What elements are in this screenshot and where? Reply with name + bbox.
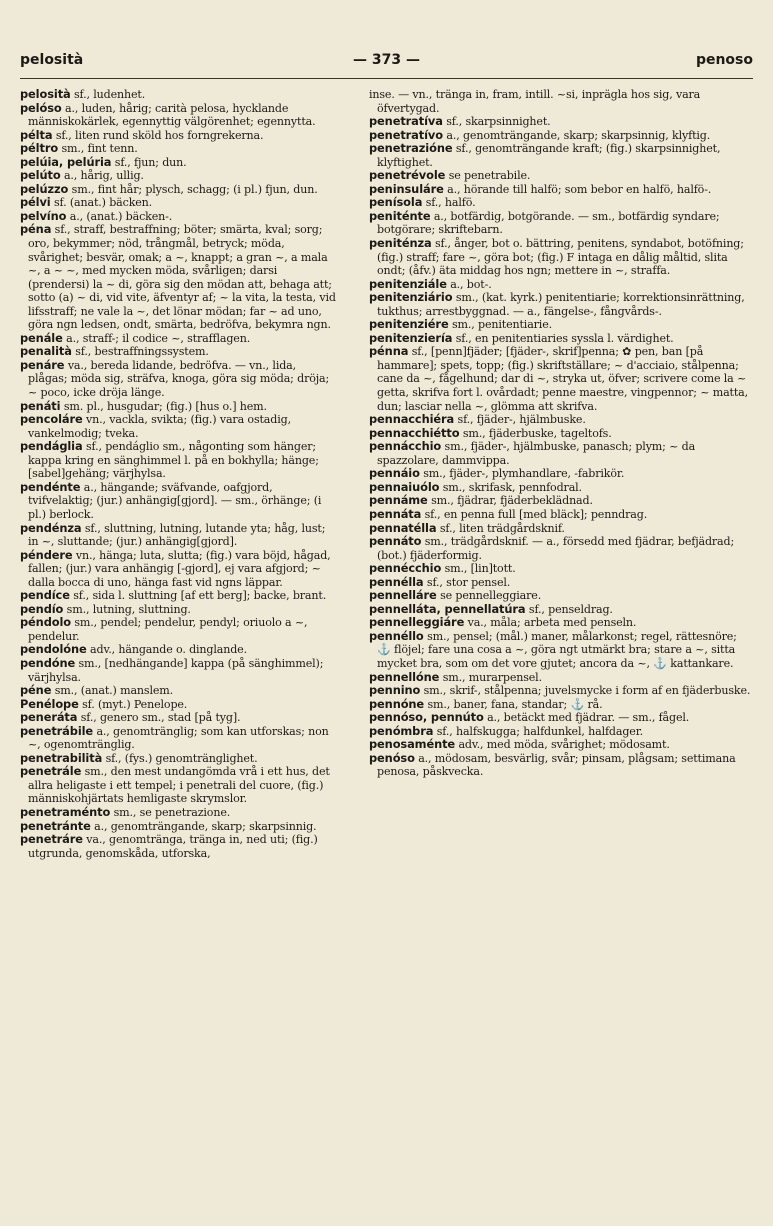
- entry-headword: penóso: [369, 750, 415, 765]
- entry-headword: penitenziería: [369, 330, 453, 345]
- entry-definition: sm., skrifask, pennfodral.: [442, 480, 582, 494]
- entry-definition: a., genomträngande, skarp; skarpsinnig.: [94, 819, 317, 833]
- entry-headword: peneráta: [20, 710, 78, 725]
- entry-definition: sf. (myt.) Penelope.: [82, 697, 188, 711]
- entry-definition: a., hängande; sväfvande, oafgjord, tvifvelaktig; (jur.) anhängig[gjord]. — sm., örhänge; (i pl.) berlock.: [28, 480, 322, 521]
- dictionary-entry: [369, 698, 751, 712]
- entry-headword: penetrévole: [369, 168, 446, 183]
- dictionary-entry: [20, 129, 338, 143]
- entry-definition: va., bereda lidande, bedröfva. — vn., lida, plågas; möda sig, sträfva, knoga, göra sig möda; dröja; ~ poco, icke dröja länge.: [28, 358, 330, 400]
- dictionary-entry: [20, 400, 338, 414]
- dictionary-entry: [20, 481, 338, 522]
- entry-headword: pélta: [20, 127, 53, 142]
- entry-definition: sf., [penn]fjäder; [fjäder-, skrif]penna; ✿ pen, ban [på hammare]; spets, topp; (fig.) skriftställare; ~ d'acciaio, stålpenna; cane da ~, fågelhund; dar di ~, stryka ut, öfver; scrivere come la ~ getta, skrifva fort l. ovårdadt; penne maestre, vingpennor; ~ matta, dun; lasciar nella ~, glömma att skrifva.: [377, 345, 749, 413]
- dictionary-entry: [20, 359, 338, 400]
- entry-headword: pelosità: [20, 87, 71, 101]
- entry-definition: sf., stor pensel.: [426, 575, 511, 589]
- dictionary-entry: [20, 88, 338, 102]
- entry-definition: a., straff-; il codice ~, strafflagen.: [66, 331, 251, 345]
- dictionary-entry: [20, 616, 338, 643]
- entry-definition: a., genomtränglig; som kan utforskas; non ~, ogenomtränglig.: [28, 724, 329, 752]
- entry-definition: sf., genero sm., stad [på tyg].: [80, 711, 241, 725]
- entry-headword: penitenziário: [369, 290, 453, 305]
- entry-definition: sf., sida l. sluttning [af ett berg]; backe, brant.: [73, 589, 327, 603]
- dictionary-entry: [369, 237, 751, 278]
- entry-definition: sm., murarpensel.: [442, 670, 542, 684]
- entry-headword: pendío: [20, 601, 64, 616]
- entry-definition: sm., (anat.) manslem.: [54, 684, 174, 698]
- dictionary-entry: [369, 88, 751, 115]
- entry-definition: sm., trädgårdsknif. — a., försedd med fjädrar, befjädrad; (bot.) fjäderformig.: [377, 535, 735, 562]
- dictionary-entry: [20, 752, 338, 766]
- entry-headword: péltro: [20, 141, 59, 156]
- entry-headword: pelúia, pelúria: [20, 154, 112, 169]
- entry-definition: sm., fjäder-, plymhandlare, -fabrikör.: [423, 467, 625, 481]
- dictionary-entry: [369, 467, 751, 481]
- entry-headword: penáre: [20, 357, 65, 372]
- entry-definition: sm., skrif-, stålpenna; juvelsmycke i form af en fjäderbuske.: [423, 684, 751, 698]
- dictionary-entry: [369, 332, 751, 346]
- dictionary-entry: [20, 142, 338, 156]
- entry-headword: penosaménte: [369, 737, 456, 752]
- entry-definition: a., luden, hårig; carità pelosa, hycklande människokärlek, egennyttig välgörenhet; egennytta.: [28, 101, 316, 129]
- entry-definition: sm., [lin]tott.: [444, 562, 516, 576]
- entry-definition: sf., halfö.: [425, 196, 476, 210]
- header-right-guide-word: penoso: [695, 52, 753, 68]
- entry-headword: peniténte: [369, 208, 431, 223]
- header-left-guide-word: pelosità: [20, 52, 84, 68]
- dictionary-entry: [369, 630, 751, 671]
- entry-headword: peninsuláre: [369, 181, 444, 196]
- dictionary-entry: [20, 183, 338, 197]
- dictionary-entry: [369, 318, 751, 332]
- entry-headword: pennáto: [369, 534, 422, 549]
- entry-headword: pennáme: [369, 493, 428, 508]
- dictionary-entry: [20, 711, 338, 725]
- entry-definition: a., genomträngande, skarp; skarpsinnig, klyftig.: [446, 128, 711, 142]
- entry-headword: penísola: [369, 195, 423, 210]
- entry-definition: sf., skarpsinnighet.: [446, 115, 551, 129]
- entry-definition: a., (anat.) bäcken-.: [69, 209, 173, 223]
- entry-definition: sm. pl., husgudar; (fig.) [hus o.] hem.: [63, 399, 267, 413]
- dictionary-entry: [20, 102, 338, 129]
- dictionary-entry: [369, 481, 751, 495]
- dictionary-entry: [20, 643, 338, 657]
- dictionary-entry: [369, 711, 751, 725]
- dictionary-entry: [20, 522, 338, 549]
- entry-headword: penetrazióne: [369, 141, 453, 156]
- entry-definition: sf., penseldrag.: [528, 602, 613, 616]
- dictionary-entry: [20, 603, 338, 617]
- entry-headword: pendóne: [20, 655, 76, 670]
- entry-headword: penále: [20, 330, 63, 345]
- dictionary-entry: [369, 278, 751, 292]
- dictionary-entry: [20, 345, 338, 359]
- entry-definition: sm., penitentiarie.: [451, 318, 553, 332]
- dictionary-entry: [20, 833, 338, 860]
- entry-headword: pennéllo: [369, 628, 424, 643]
- entry-definition: sf., (fys.) genomtränglighet.: [105, 751, 258, 765]
- entry-headword: pennacchiéra: [369, 412, 455, 427]
- entry-headword: pennelláre: [369, 588, 437, 603]
- entry-definition: sm., fjädrar, fjäderbeklädnad.: [431, 494, 593, 508]
- entry-headword: penetrabilità: [20, 750, 103, 765]
- dictionary-entry: [369, 589, 751, 603]
- dictionary-entry: [20, 156, 338, 170]
- entry-headword: penetrále: [20, 764, 82, 779]
- dictionary-entry: [369, 129, 751, 143]
- dictionary-entry: [369, 671, 751, 685]
- dictionary-entry: [369, 413, 751, 427]
- dictionary-entry: [369, 725, 751, 739]
- entry-definition: sf., bestraffningssystem.: [75, 345, 209, 359]
- entry-headword: pennellóne: [369, 669, 440, 684]
- dictionary-entry: [369, 684, 751, 698]
- dictionary-entry: [369, 440, 751, 467]
- entry-definition: sm., den mest undangömda vrå i ett hus, det allra heligaste i ett tempel; i penetrali del cuore, (fig.) människohjärtats hemligaste skrymslor.: [28, 765, 330, 806]
- dictionary-entry: [20, 684, 338, 698]
- header-rule: [20, 78, 753, 79]
- entry-definition: a., bot-.: [450, 277, 492, 291]
- entry-definition: sm., pensel; (mål.) maner, målarkonst; regel, rättesnöre; ⚓ flöjel; fare una cosa a ~, göra ngt utmärkt bra; stare a ~, sitta mycket bra, som om det vore gjutet; ancora da ~, ⚓ kattankare.: [377, 629, 737, 670]
- entry-definition: sm., fjäder-, hjälmbuske, panasch; plym; ~ da spazzolare, dammvippa.: [377, 440, 696, 467]
- entry-definition: adv., med möda, svårighet; mödosamt.: [458, 738, 670, 752]
- entry-definition: sm., fjäderbuske, tageltofs.: [462, 426, 612, 440]
- entry-headword: penalità: [20, 344, 72, 359]
- entry-headword: penetraménto: [20, 804, 111, 819]
- entry-definition: a., hörande till halfö; som bebor en halfö, halfö-.: [447, 182, 712, 196]
- entry-headword: pelúzzo: [20, 181, 69, 196]
- dictionary-entry: [369, 291, 751, 318]
- dictionary-entry: [20, 765, 338, 806]
- dictionary-entry: [20, 413, 338, 440]
- entry-definition: sf., en penna full [med bläck]; penndrag.: [424, 507, 648, 521]
- entry-definition: va., måla; arbeta med penseln.: [467, 616, 637, 630]
- entry-headword: pennacchiétto: [369, 425, 460, 440]
- left-column: [20, 88, 338, 860]
- dictionary-entry: [369, 169, 751, 183]
- entry-headword: péndolo: [20, 615, 71, 630]
- entry-definition: vn., vackla, svikta; (fig.) vara ostadig, vankelmodig; tveka.: [28, 413, 291, 440]
- entry-definition: sf., en penitentiaries syssla l. värdighet.: [455, 331, 674, 345]
- entry-definition: sm., lutning, sluttning.: [66, 602, 191, 616]
- entry-definition: vn., hänga; luta, slutta; (fig.) vara böjd, hågad, fallen; (jur.) vara anhängig [-gjord], ej vara afgjord; ~ dalla bocca di uno, hänga fast vid ngns läppar.: [28, 548, 331, 589]
- entry-definition: a., botfärdig, botgörande. — sm., botfärdig syndare; botgörare; skriftebarn.: [377, 209, 720, 237]
- entry-definition: a., betäckt med fjädrar. — sm., fågel.: [487, 711, 690, 725]
- entry-headword: pennelleggiáre: [369, 615, 465, 630]
- dictionary-entry: [20, 549, 338, 590]
- entry-definition: sf., pendáglio sm., någonting som hänger; kappa kring en sänghimmel l. på en bokhylla; hänge; [sabel]gehäng; värjhylsa.: [28, 440, 319, 481]
- dictionary-entry: [369, 752, 751, 779]
- entry-headword: penetratívo: [369, 127, 443, 142]
- dictionary-entry: [369, 522, 751, 536]
- dictionary-entry: [369, 210, 751, 237]
- entry-definition: sf., fjäder-, hjälmbuske.: [457, 413, 586, 427]
- entry-headword: pennélla: [369, 574, 424, 589]
- entry-headword: pennelláta, pennellatúra: [369, 601, 526, 616]
- entry-definition: sf., halfskugga; halfdunkel, halfdager.: [436, 724, 644, 738]
- dictionary-entry: [20, 223, 338, 331]
- dictionary-entry: [20, 210, 338, 224]
- entry-headword: pendíce: [20, 588, 70, 603]
- dictionary-entry: [369, 115, 751, 129]
- entry-headword: pennatélla: [369, 520, 437, 535]
- entry-headword: pennaiuólo: [369, 479, 440, 494]
- entry-headword: pendénza: [20, 520, 82, 535]
- entry-headword: penáti: [20, 398, 61, 413]
- entry-headword: pélvi: [20, 195, 51, 210]
- dictionary-entry: [20, 169, 338, 183]
- entry-definition: sm., se penetrazione.: [113, 805, 231, 819]
- entry-headword: penitenziére: [369, 317, 449, 332]
- dictionary-entry: [369, 535, 751, 562]
- entry-headword: penetratíva: [369, 114, 443, 129]
- entry-headword: pennácchio: [369, 439, 442, 454]
- dictionary-entry: [369, 183, 751, 197]
- dictionary-entry: [20, 820, 338, 834]
- entry-definition: sm., baner, fana, standar; ⚓ rå.: [427, 697, 603, 711]
- entry-headword: pennóso, pennúto: [369, 710, 484, 725]
- entry-headword: pelúto: [20, 168, 61, 183]
- entry-headword: pennino: [369, 683, 421, 698]
- entry-definition: sf., fjun; dun.: [114, 155, 187, 169]
- entry-definition: sf., genomträngande kraft; (fig.) skarpsinnighet, klyftighet.: [377, 142, 721, 169]
- entry-headword: pennóne: [369, 696, 425, 711]
- dictionary-entry: [20, 440, 338, 481]
- entry-headword: pelvíno: [20, 208, 67, 223]
- dictionary-entry: [20, 332, 338, 346]
- entry-headword: penitenziále: [369, 276, 447, 291]
- dictionary-entry: [20, 698, 338, 712]
- entry-headword: péne: [20, 683, 52, 698]
- dictionary-entry: [20, 806, 338, 820]
- dictionary-entry: [369, 562, 751, 576]
- entry-definition: sm., fint hår; plysch, schagg; (i pl.) fjun, dun.: [71, 182, 318, 196]
- dictionary-entry: [369, 142, 751, 169]
- entry-headword: péna: [20, 222, 52, 237]
- dictionary-entry: [20, 725, 338, 752]
- entry-headword: péndere: [20, 547, 73, 562]
- entry-definition: sm., pendel; pendelur, pendyl; oriuolo a ~, pendelur.: [28, 616, 308, 643]
- entry-headword: pendolóne: [20, 642, 87, 657]
- right-column: [369, 88, 751, 779]
- entry-definition: a., mödosam, besvärlig, svår; pinsam, plågsam; settimana penosa, påskvecka.: [377, 751, 736, 779]
- entry-definition: adv., hängande o. dinglande.: [90, 643, 247, 657]
- entry-headword: pennécchio: [369, 561, 442, 576]
- dictionary-entry: [369, 345, 751, 413]
- entry-headword: pelóso: [20, 100, 62, 115]
- dictionary-entry: [20, 196, 338, 210]
- entry-definition: va., genomtränga, tränga in, ned uti; (fig.) utgrunda, genomskåda, utforska,: [28, 833, 318, 860]
- entry-headword: penómbra: [369, 723, 434, 738]
- entry-definition: se pennelleggiare.: [440, 589, 542, 603]
- page-header: [20, 52, 753, 74]
- entry-definition: sf., ludenhet.: [74, 88, 146, 101]
- entry-definition: sm., fint tenn.: [61, 142, 138, 156]
- entry-headword: pendáglia: [20, 439, 83, 454]
- entry-headword: pencoláre: [20, 412, 83, 427]
- entry-definition: se penetrabile.: [448, 169, 531, 183]
- entry-headword: Penélope: [20, 696, 79, 711]
- entry-headword: pénna: [369, 344, 409, 359]
- dictionary-entry: [369, 738, 751, 752]
- entry-definition: inse. — vn., tränga in, fram, intill. ~si, inprägla hos sig, vara öfvertygad.: [369, 88, 701, 115]
- dictionary-entry: [369, 427, 751, 441]
- entry-definition: sf., liten trädgårdsknif.: [439, 521, 565, 535]
- entry-definition: sf., ånger, bot o. bättring, penitens, syndabot, botöfning; (fig.) straff; fare ~, göra bot; (fig.) F intaga en dålig måltid, slita ondt; (åfv.) äta middag hos ngn; mettere in ~, straffa.: [377, 237, 744, 278]
- entry-definition: sf. (anat.) bäcken.: [54, 196, 153, 210]
- entry-headword: pendénte: [20, 479, 81, 494]
- dictionary-entry: [20, 589, 338, 603]
- dictionary-entry: [369, 494, 751, 508]
- entry-definition: sf., straff, bestraffning; böter; smärta, kval; sorg; oro, bekymmer; nöd, trångmål, betryck; möda, svårighet; besvär, omak; a ~, knappt; a gran ~, a mala ~, a ~ ~, med mycken möda, svårligen; darsi (prendersi) la ~ di, göra sig den mödan att, behaga att; sotto (a) ~ di, vid vite, äfventyr af; ~ la vita, la testa, vid lifsstraff; ne vale la ~, det lönar mödan; far ~ ad uno, göra ngn ledsen, ondt, smärta, bedröfva, bekymra ngn.: [28, 223, 336, 332]
- dictionary-entry: [369, 576, 751, 590]
- dictionary-entry: [369, 603, 751, 617]
- dictionary-entry: [369, 616, 751, 630]
- dictionary-entry: [369, 508, 751, 522]
- dictionary-entry: [20, 657, 338, 684]
- entry-headword: penetráre: [20, 832, 83, 847]
- entry-headword: pennáta: [369, 506, 422, 521]
- entry-definition: sm., (kat. kyrk.) penitentiarie; korrektionsinrättning, tukthus; arrestbyggnad. — a., fängelse-, fångvårds-.: [377, 291, 745, 318]
- entry-definition: sf., liten rund sköld hos forngrekerna.: [55, 128, 264, 142]
- entry-headword: penetrábile: [20, 723, 94, 738]
- entry-headword: penetránte: [20, 818, 91, 833]
- entry-headword: pennáio: [369, 466, 420, 481]
- entry-definition: sm., [nedhängande] kappa (på sänghimmel); värjhylsa.: [28, 656, 324, 684]
- entry-definition: sf., sluttning, lutning, lutande yta; håg, lust; in ~, sluttande; (jur.) anhängig[gjord].: [28, 521, 326, 549]
- dictionary-entry: [369, 196, 751, 210]
- entry-headword: peniténza: [369, 236, 432, 251]
- entry-definition: a., hårig, ullig.: [63, 169, 144, 183]
- page-number: — 373 —: [353, 52, 420, 68]
